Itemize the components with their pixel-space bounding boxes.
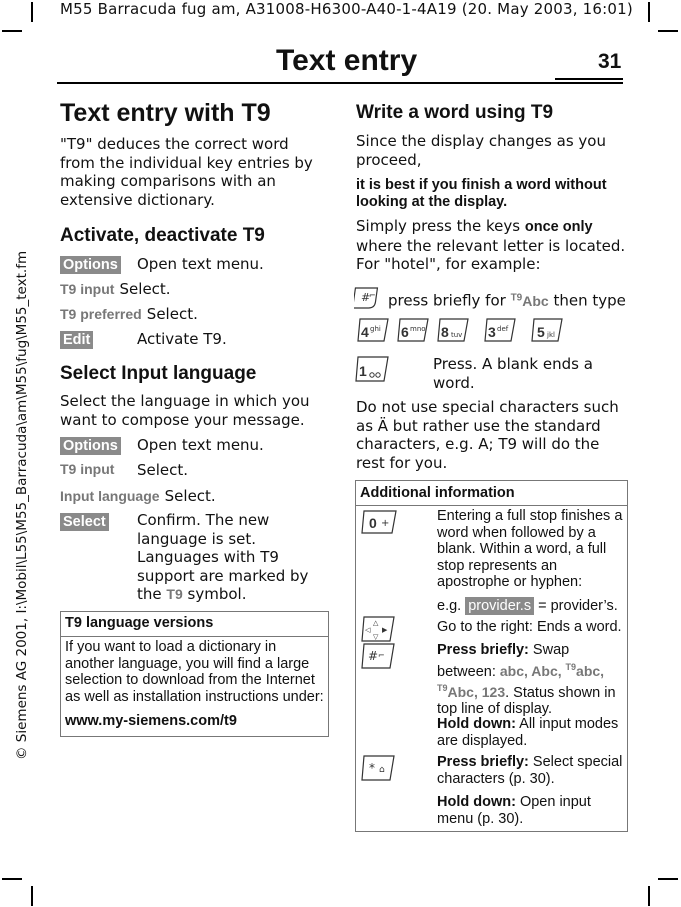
svg-text:0: 0	[369, 515, 377, 531]
page-number: 31	[598, 50, 622, 73]
box-divider	[61, 636, 328, 637]
press-briefly-line: press briefly for $^{T9}$Abc then type	[388, 291, 626, 310]
svg-text:8: 8	[441, 324, 449, 340]
crop-mark	[648, 2, 650, 22]
info-title: Additional information	[360, 485, 515, 501]
example-line: e.g. provider.s = provider’s.	[437, 598, 618, 614]
star-hold-text: Hold down: Open input menu (p. 30).	[437, 794, 591, 827]
crop-mark	[2, 30, 22, 32]
t9-symbol: T9	[166, 586, 183, 603]
svg-text:5: 5	[537, 324, 545, 340]
star-key-icon	[360, 753, 396, 787]
softkey-select[interactable]	[60, 511, 109, 531]
svg-text:*: *	[369, 761, 375, 775]
mode-Abc: Abc	[531, 662, 558, 679]
header-rule	[57, 82, 623, 84]
menu-item-input-language[interactable]: Input language	[60, 488, 160, 504]
mode-123: 123	[481, 683, 506, 700]
crop-mark	[658, 878, 678, 880]
svg-text:ghi: ghi	[370, 325, 381, 333]
svg-text:⌂: ⌂	[379, 765, 385, 775]
svg-text:▶: ▶	[382, 626, 388, 634]
write-p1: Since the display changes as you proceed,	[356, 132, 606, 169]
key-8-icon	[436, 316, 470, 348]
svg-text:+: +	[381, 518, 390, 529]
mode-abc: abc	[499, 662, 525, 679]
row-text: Select.	[119, 280, 171, 298]
crop-mark	[31, 2, 33, 22]
info-divider	[356, 505, 627, 506]
svg-text:3: 3	[488, 324, 496, 340]
svg-text:jkl: jkl	[547, 331, 555, 339]
row-text: Select.	[164, 487, 216, 505]
hash-key-icon	[354, 284, 384, 314]
full-stop-text: Entering a full stop finishes a word when followed by a blank. Within a word, a full stop represents an apostrophe or hyphen:	[437, 508, 623, 591]
softkey-options-label: Options	[60, 256, 121, 274]
softkey-options[interactable]	[60, 254, 121, 274]
page-number-rule	[555, 78, 623, 80]
svg-text:▽: ▽	[373, 633, 379, 641]
key-1-icon	[354, 354, 390, 388]
key-4-icon	[356, 316, 390, 348]
t9-intro: "T9" deduces the correct word from the individual key entries by making comparisons with an extensive dictionary.	[60, 135, 313, 209]
write-p1-bold: it is best if you finish a word without looking at the display.	[356, 177, 607, 210]
write-word-heading: Write a word using T9	[356, 102, 554, 123]
hash-hold-text: Hold down: All input modes are displayed.	[437, 716, 619, 749]
svg-text:tuv: tuv	[451, 331, 463, 339]
svg-text:◁: ◁	[365, 626, 371, 634]
svg-text:1: 1	[359, 363, 367, 379]
page-title: Text entry	[276, 44, 418, 77]
softkey-edit-label: Edit	[60, 331, 93, 349]
hash-key-icon	[360, 641, 396, 675]
crop-mark	[648, 886, 650, 906]
row-text: Open text menu.	[137, 436, 264, 454]
menu-item-t9-preferred[interactable]: T9 preferred	[60, 306, 142, 322]
running-header: M55 Barracuda fug am, A31008-H6300-A40-1-4A19 (20. May 2003, 16:01)	[60, 0, 633, 18]
svg-text:def: def	[497, 325, 509, 333]
crop-mark	[658, 30, 678, 32]
svg-text:#: #	[368, 649, 379, 663]
lang-heading: Select Input language	[60, 363, 257, 384]
box-text: If you want to load a dictionary in another language, you will find a large selection to download from the Internet as well as installation instructions under:	[65, 639, 324, 705]
activate-heading: Activate, deactivate T9	[60, 225, 265, 246]
box-url[interactable]: www.my-siemens.com/t9	[65, 713, 237, 729]
softkey-options-2[interactable]	[60, 435, 121, 455]
menu-item-t9-input[interactable]: T9 input	[60, 461, 115, 477]
svg-text:mno: mno	[410, 325, 426, 333]
blank-text: Press. A blank ends a word.	[433, 355, 593, 392]
lang-intro: Select the language in which you want to compose your message.	[60, 392, 310, 429]
nav-text: Go to the right: Ends a word.	[437, 619, 622, 635]
svg-text:⌐: ⌐	[369, 291, 376, 300]
additional-info-box	[355, 480, 628, 832]
hash-brief-text: Press briefly: Swap between: abc, Abc, $^{T9}$abc, $^{T9}$Abc, 123. Status shown in top line of display.	[437, 642, 616, 718]
svg-text:#: #	[361, 291, 371, 304]
crop-mark	[2, 878, 22, 880]
select-row-text: Confirm. The new language is set. Languages with T9 support are marked by the T9 symbol.	[137, 511, 309, 604]
svg-text:4: 4	[361, 324, 369, 340]
star-brief-text: Press briefly: Select special characters (p. 30).	[437, 754, 623, 787]
key-0-icon	[360, 508, 398, 540]
row-text: Select.	[146, 305, 198, 323]
key-5-icon	[530, 316, 564, 348]
crop-mark	[31, 886, 33, 906]
sidebar-file-path: © Siemens AG 2001, I:\Mobil\L55\M55_Barracuda\am\M55\fug\M55_text.fm	[14, 250, 30, 760]
write-p3: Do not use special characters such as Ä but rather use the standard characters, e.g. A; T9 will do the rest for you.	[356, 398, 619, 472]
mode-t9Abc: Abc	[447, 683, 474, 700]
row-text: Select.	[137, 461, 189, 479]
box-title: T9 language versions	[65, 615, 214, 631]
write-p2: Simply press the keys once only where the relevant letter is located. For "hotel", for example:	[356, 217, 626, 274]
softkey-edit[interactable]	[60, 329, 93, 349]
svg-text:⌐: ⌐	[378, 651, 385, 660]
mode-t9abc: abc	[576, 662, 601, 679]
row-text: Open text menu.	[137, 255, 264, 273]
provider-key[interactable]: provider.s	[465, 597, 534, 615]
svg-text:6: 6	[401, 324, 409, 340]
key-3-icon	[483, 316, 517, 348]
t9-language-box	[60, 611, 329, 737]
softkey-select-label: Select	[60, 513, 109, 531]
svg-text:△: △	[373, 619, 379, 627]
softkey-options-label: Options	[60, 437, 121, 455]
menu-item-t9-input[interactable]: T9 input	[60, 281, 115, 297]
row-text: Activate T9.	[137, 330, 227, 348]
section-title-t9: Text entry with T9	[60, 99, 271, 127]
key-6-icon	[396, 316, 430, 348]
